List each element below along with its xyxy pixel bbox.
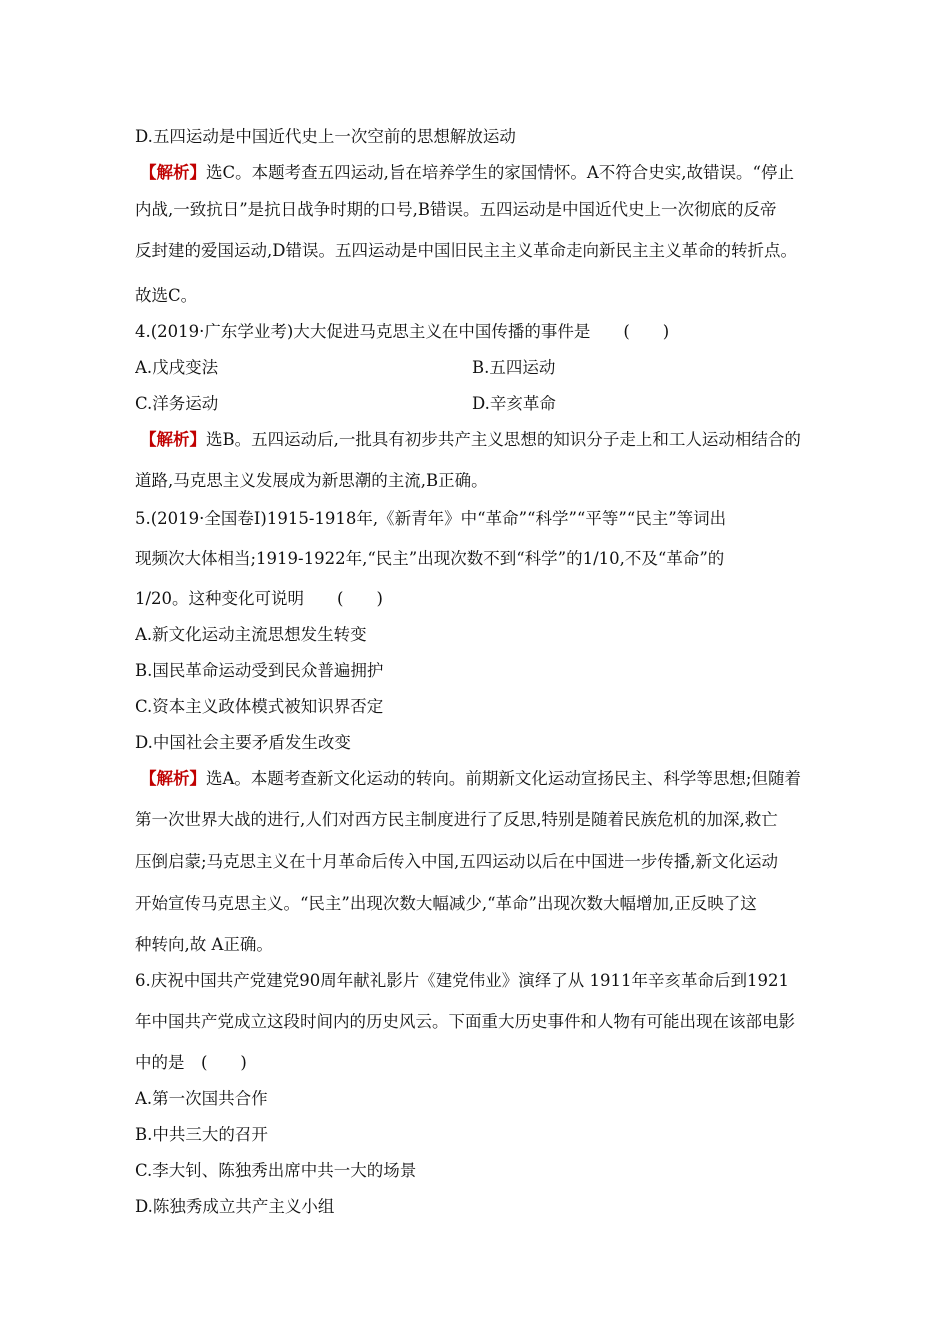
analysis-tag: 【解析】 [140, 430, 206, 449]
q4-options-row-2 [135, 393, 825, 415]
q6-option-a: A.第一次国共合作 [135, 1089, 268, 1108]
q6-stem-line-3: 中的是 ( ) [135, 1053, 247, 1072]
q5-analysis-line-5: 种转向,故 A正确。 [135, 935, 273, 954]
q4-option-a: A.戊戌变法 [135, 358, 219, 377]
q5-analysis-line-3: 压倒启蒙;马克思主义在十月革命后传入中国,五四运动以后在中国进一步传播,新文化运动 [135, 852, 779, 871]
q4-option-d: D.辛亥革命 [472, 394, 556, 413]
q4-analysis-line-2: 道路,马克思主义发展成为新思潮的主流,B正确。 [135, 471, 488, 490]
q6-option-b: B.中共三大的召开 [135, 1125, 268, 1144]
analysis-tag: 【解析】 [140, 163, 206, 182]
q6-option-d: D.陈独秀成立共产主义小组 [135, 1197, 335, 1216]
q4-stem: 4.(2019·广东学业考)大大促进马克思主义在中国传播的事件是 ( ) [135, 322, 670, 341]
q5-option-d: D.中国社会主要矛盾发生改变 [135, 733, 351, 752]
q5-stem-line-1: 5.(2019·全国卷Ⅰ)1915-1918年,《新青年》中“革命”“科学”“平等”“民主”等词出 [135, 509, 727, 528]
q3-option-d: D.五四运动是中国近代史上一次空前的思想解放运动 [135, 127, 516, 146]
q6-stem-line-2: 年中国共产党成立这段时间内的历史风云。下面重大历史事件和人物有可能出现在该部电影 [135, 1012, 795, 1031]
q6-stem-line-1: 6.庆祝中国共产党建党90周年献礼影片《建党伟业》演绎了从 1911年辛亥革命后到1921 [135, 971, 789, 990]
q5-analysis-line-2: 第一次世界大战的进行,人们对西方民主制度进行了反思,特别是随着民族危机的加深,救亡 [135, 810, 778, 829]
q5-option-b: B.国民革命运动受到民众普遍拥护 [135, 661, 384, 680]
q3-analysis-line-4: 故选C。 [135, 286, 198, 305]
q5-analysis-line-4: 开始宣传马克思主义。“民主”出现次数大幅减少,“革命”出现次数大幅增加,正反映了这 [135, 894, 757, 913]
q5-option-c: C.资本主义政体模式被知识界否定 [135, 697, 384, 716]
q4-options-row-1 [135, 357, 825, 379]
q5-option-a: A.新文化运动主流思想发生转变 [135, 625, 367, 644]
q6-option-c: C.李大钊、陈独秀出席中共一大的场景 [135, 1161, 417, 1180]
q3-analysis-line-2: 内战,一致抗日”是抗日战争时期的口号,B错误。五四运动是中国近代史上一次彻底的反帝 [135, 200, 777, 219]
q5-stem-line-2: 现频次大体相当;1919-1922年,“民主”出现次数不到“科学”的1/10,不及“革命”的 [135, 549, 725, 568]
analysis-tag: 【解析】 [140, 769, 206, 788]
q5-analysis-line-1: 【解析】选A。本题考查新文化运动的转向。前期新文化运动宣扬民主、科学等思想;但随着 [140, 769, 801, 788]
q5-stem-line-3: 1/20。这种变化可说明 ( ) [135, 589, 383, 608]
q3-analysis-line-3: 反封建的爱国运动,D错误。五四运动是中国旧民主主义革命走向新民主主义革命的转折点。 [135, 241, 797, 260]
q3-analysis-line-1: 【解析】选C。本题考查五四运动,旨在培养学生的家国情怀。A不符合史实,故错误。“停止 [140, 163, 794, 182]
q4-analysis-line-1: 【解析】选B。五四运动后,一批具有初步共产主义思想的知识分子走上和工人运动相结合的 [140, 430, 801, 449]
q4-option-c: C.洋务运动 [135, 394, 219, 413]
q4-option-b: B.五四运动 [472, 358, 556, 377]
